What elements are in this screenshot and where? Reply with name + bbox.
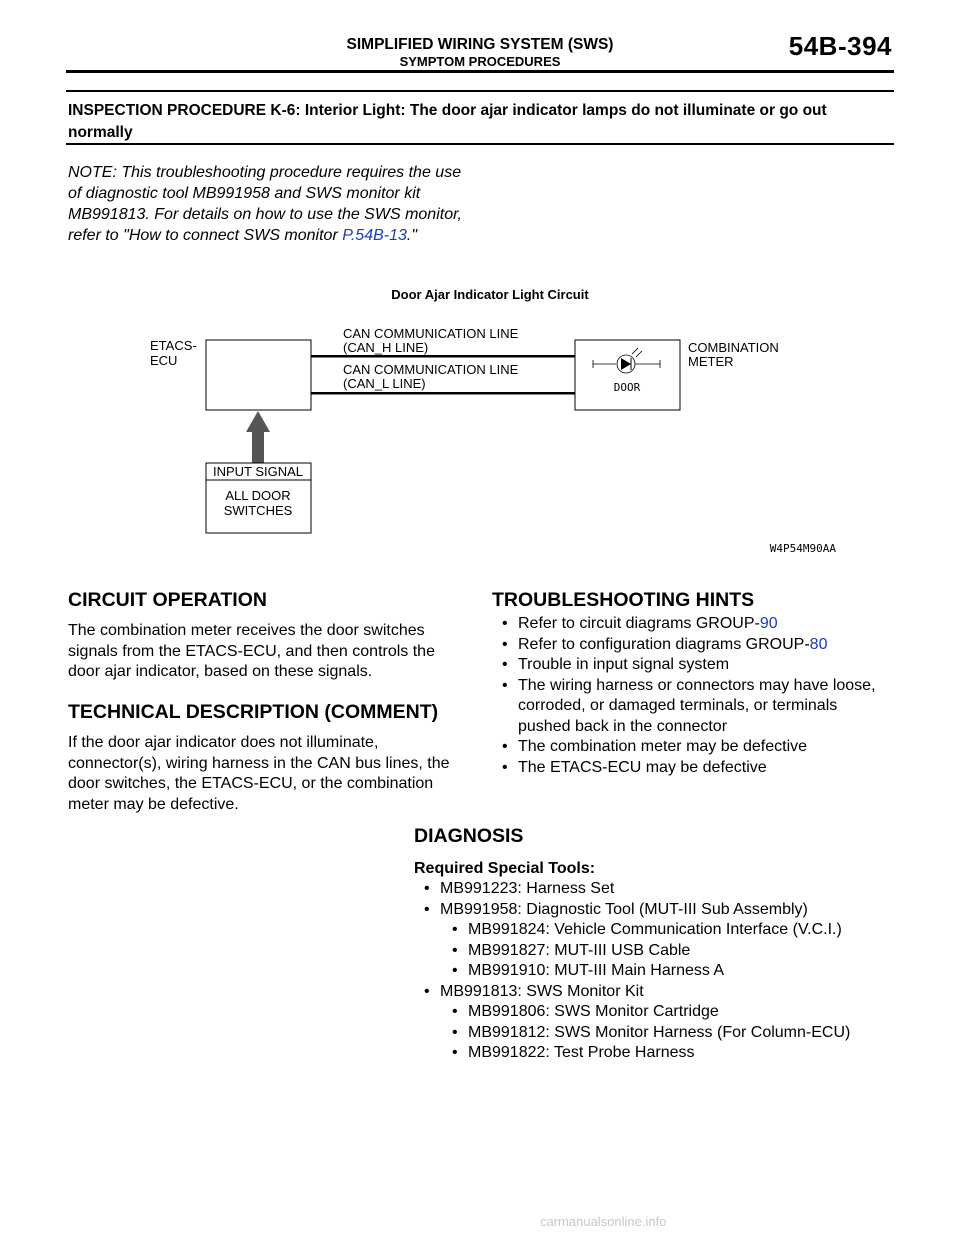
etacs-label-1: ETACS- <box>150 338 197 353</box>
troubleshooting-heading: TROUBLESHOOTING HINTS <box>492 589 755 611</box>
list-item: • The wiring harness or connectors may have loose, corroded, or damaged terminals, or terminals pushed back in the connector <box>492 676 892 738</box>
signal-arrow-icon <box>246 411 270 463</box>
troubleshooting-list <box>492 614 892 778</box>
group-90-link[interactable]: 90 <box>759 615 778 632</box>
etacs-label-2: ECU <box>150 353 178 368</box>
circuit-operation-text: The combination meter receives the door switches signals from the ETACS-ECU, and then controls the door ajar indicator, based on these signals. <box>68 622 435 680</box>
list-item: • MB991813: SWS Monitor Kit <box>414 982 894 1003</box>
list-item: • MB991812: SWS Monitor Harness (For Column-ECU) <box>414 1023 894 1044</box>
note-link[interactable]: P.54B-13 <box>342 227 407 244</box>
technical-description-text: If the door ajar indicator does not illuminate, connector(s), wiring harness in the CAN bus lines, the door switches, the ETACS-ECU, or the combination meter may be defective. <box>68 734 450 813</box>
combination-meter-box <box>575 340 680 410</box>
can-l-label-1: CAN COMMUNICATION LINE <box>343 362 519 377</box>
diagram-code: W4P54M90AA <box>769 542 836 555</box>
etacs-ecu-box <box>206 340 311 410</box>
door-indicator-icon <box>593 348 660 373</box>
list-item: • Refer to circuit diagrams GROUP-90 <box>492 614 892 635</box>
switches-label-1: ALL DOOR <box>225 488 291 503</box>
inspection-bottom-rule <box>66 143 894 145</box>
diagnosis-heading: DIAGNOSIS <box>414 825 524 847</box>
can-h-label-1: CAN COMMUNICATION LINE <box>343 326 519 341</box>
list-item: • MB991824: Vehicle Communication Interface (V.C.I.) <box>414 920 894 941</box>
list-item: • The ETACS-ECU may be defective <box>492 758 892 779</box>
note <box>68 162 468 246</box>
list-item: • MB991958: Diagnostic Tool (MUT-III Sub Assembly) <box>414 900 894 921</box>
required-tools-heading: Required Special Tools: <box>414 860 596 877</box>
list-item: • The combination meter may be defective <box>492 737 892 758</box>
circuit-operation-heading: CIRCUIT OPERATION <box>68 589 267 611</box>
input-signal-label: INPUT SIGNAL <box>212 464 304 479</box>
header-subtitle: SYMPTOM PROCEDURES <box>399 54 561 69</box>
list-item: • MB991910: MUT-III Main Harness A <box>414 961 894 982</box>
watermark: carmanualsonline.info <box>540 1214 667 1229</box>
inspection-title: INSPECTION PROCEDURE K-6: Interior Light: The door ajar indicator lamps do not illuminate or go out normally <box>68 102 827 141</box>
list-item: • MB991223: Harness Set <box>414 879 894 900</box>
technical-description-heading: TECHNICAL DESCRIPTION (COMMENT) <box>68 701 439 723</box>
diagram-title: Door Ajar Indicator Light Circuit <box>391 287 589 302</box>
can-h-line <box>311 355 575 358</box>
tools-list <box>414 879 894 1064</box>
meter-label-2: METER <box>688 354 734 369</box>
door-text: DOOR <box>613 381 641 394</box>
switches-label-2: SWITCHES <box>223 503 293 518</box>
list-item: • MB991822: Test Probe Harness <box>414 1043 894 1064</box>
group-80-link[interactable]: 80 <box>809 635 828 653</box>
circuit-diagram <box>0 280 960 570</box>
list-item: • MB991806: SWS Monitor Cartridge <box>414 1002 894 1023</box>
can-l-label-2: (CAN_L LINE) <box>343 376 426 391</box>
header-title: SIMPLIFIED WIRING SYSTEM (SWS) <box>346 36 614 53</box>
list-item: • Trouble in input signal system <box>492 655 892 676</box>
note-text: NOTE: This troubleshooting procedure requires the use of diagnostic tool MB991958 and SWS monitor kit MB991813. For details on how to use the SWS monitor, refer to "How to connect SWS monitor <box>68 164 462 244</box>
meter-label-1: COMBINATION <box>688 340 779 355</box>
list-item: • Refer to configuration diagrams GROUP-80 <box>492 635 892 656</box>
list-item: • MB991827: MUT-III USB Cable <box>414 941 894 962</box>
note-tail: ." <box>406 227 418 244</box>
page-number: 54B-394 <box>788 31 892 61</box>
can-h-label-2: (CAN_H LINE) <box>343 340 429 355</box>
inspection-top-rule <box>66 90 894 92</box>
can-l-line <box>311 392 575 395</box>
header-rule <box>66 70 894 73</box>
